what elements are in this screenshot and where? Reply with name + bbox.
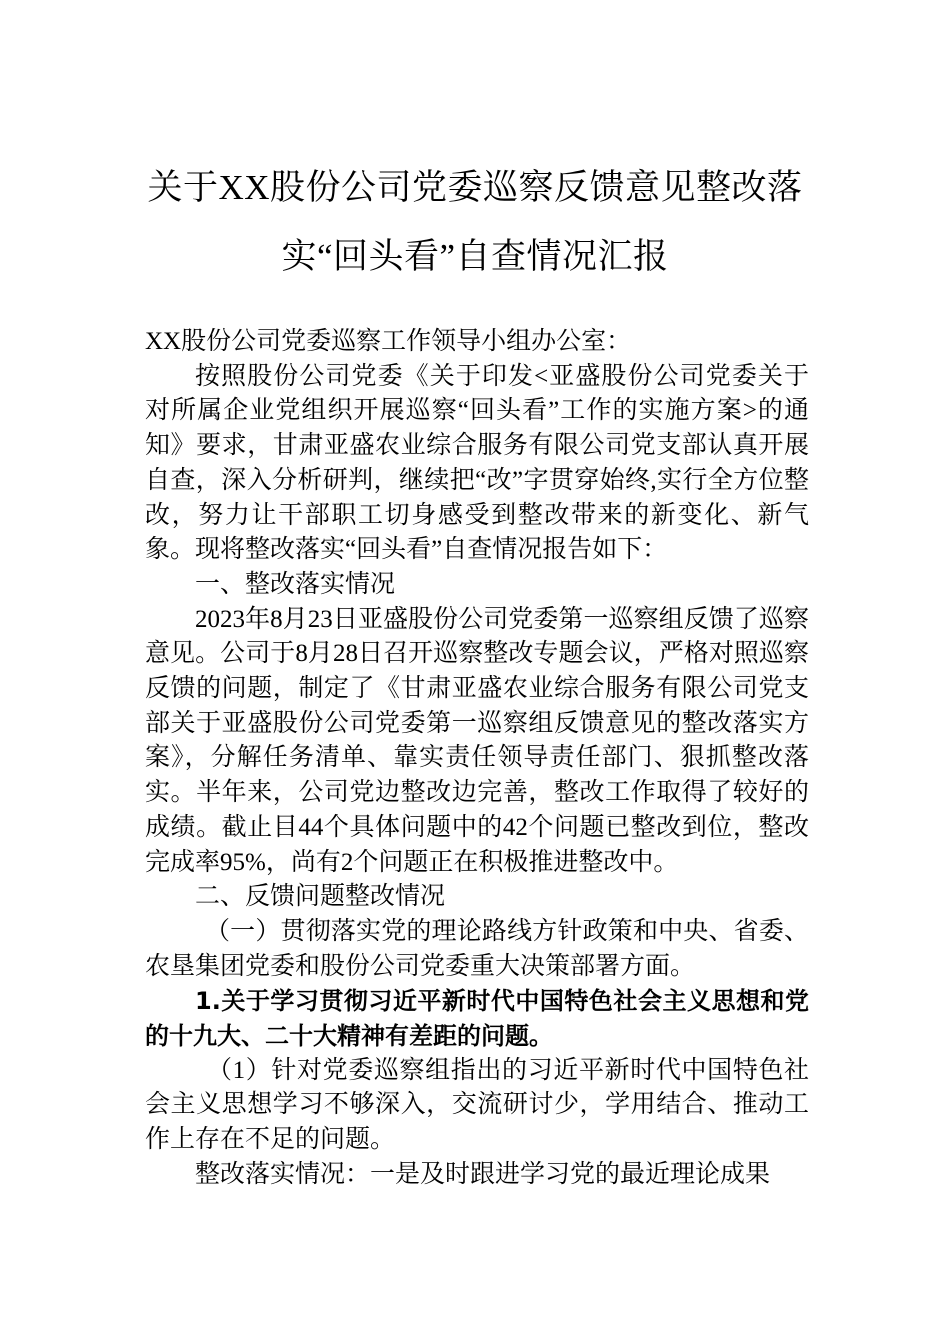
section-1-paragraph: 2023年8月23日亚盛股份公司党委第一巡察组反馈了巡察意见。公司于8月28日召开巡察整改专题会议，严格对照巡察反馈的问题，制定了《甘肃亚盛农业综合服务有限公司党支部关于亚盛股份公司党委第一巡察组反馈意见的整改落实方案》，分解任务清单、靠实责任领导责任部门、狠抓整改落实。半年来，公司党边整改边完善，整改工作取得了较好的成绩。截止目44个具体问题中的42个问题已整改到位，整改完成率95%，尚有2个问题正在积极推进整改中。 — [145, 605, 809, 876]
document-body — [145, 325, 809, 1193]
section-heading-1: 一、整改落实情况 — [195, 570, 396, 598]
issue-heading-1: 1.关于学习贯彻习近平新时代中国特色社会主义思想和党的十九大、二十大精神有差距的问题。 — [145, 987, 809, 1051]
section-heading-2: 二、反馈问题整改情况 — [195, 883, 446, 911]
subsection-heading-1: （一）贯彻落实党的理论路线方针政策和中央、省委、农垦集团党委和股份公司党委重大决策部署方面。 — [145, 917, 809, 980]
document-title-line-1: 关于XX股份公司党委巡察反馈意见整改落 — [147, 168, 803, 207]
addressee: XX股份公司党委巡察工作领导小组办公室： — [145, 328, 632, 355]
rectification-paragraph: 整改落实情况：一是及时跟进学习党的最近理论成果 — [195, 1160, 771, 1188]
document-title-line-2: 实“回头看”自查情况汇报 — [281, 237, 669, 276]
intro-paragraph: 按照股份公司党委《关于印发<亚盛股份公司党委关于对所属企业党组织开展巡察“回头看”工作的实施方案>的通知》要求，甘肃亚盛农业综合服务有限公司党支部认真开展自查，深入分析研判，继续把“改”字贯穿始终,实行全方位整改，努力让干部职工切身感受到整改带来的新变化、新气象。现将整改落实“回头看”自查情况报告如下： — [145, 362, 809, 564]
issue-item-1: （1）针对党委巡察组指出的习近平新时代中国特色社会主义思想学习不够深入，交流研讨少，学用结合、推动工作上存在不足的问题。 — [145, 1056, 809, 1154]
